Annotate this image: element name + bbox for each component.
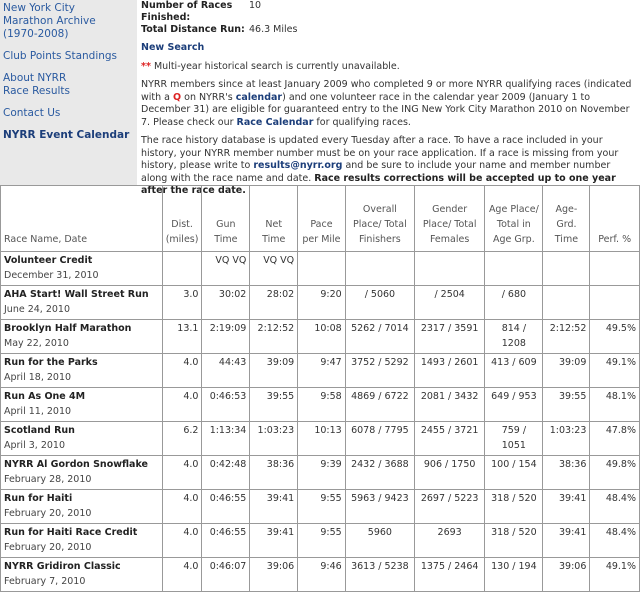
race-name[interactable]: NYRR Gridiron Classic	[4, 561, 121, 572]
gender-cell: 2455 / 3721	[415, 422, 485, 456]
sidebar-item-contact[interactable]: Contact Us	[3, 107, 61, 119]
age-cell: 413 / 609	[485, 354, 543, 388]
overall-cell: 5262 / 7014	[345, 320, 414, 354]
race-calendar-link[interactable]: Race Calendar	[236, 116, 314, 128]
p1-text: for qualifying races.	[313, 116, 411, 128]
perf-cell: 49.8%	[590, 456, 640, 490]
net-cell: 28:02	[250, 286, 298, 320]
gun-cell: 0:46:53	[202, 388, 250, 422]
race-cell	[1, 524, 163, 558]
col-pace: Pace per Mile	[298, 186, 346, 252]
net-cell: 39:41	[250, 524, 298, 558]
race-cell	[1, 388, 163, 422]
gun-cell: 0:42:48	[202, 456, 250, 490]
age-cell: 130 / 194	[485, 558, 543, 592]
dist-cell: 13.1	[162, 320, 202, 354]
overall-cell	[345, 252, 414, 286]
gun-cell: 2:19:09	[202, 320, 250, 354]
races-finished	[141, 0, 637, 24]
dist-cell: 4.0	[162, 456, 202, 490]
race-date: April 18, 2010	[4, 372, 72, 383]
net-cell: 39:55	[250, 388, 298, 422]
dist-cell: 4.0	[162, 354, 202, 388]
gender-cell	[415, 252, 485, 286]
races-value: 10	[249, 0, 262, 11]
race-date: December 31, 2010	[4, 270, 99, 281]
gun-cell: 0:46:07	[202, 558, 250, 592]
agegrd-cell: 39:41	[543, 490, 590, 524]
net-cell: 39:41	[250, 490, 298, 524]
pace-cell: 9:55	[298, 524, 346, 558]
race-name[interactable]: AHA Start! Wall Street Run	[4, 289, 149, 300]
race-date: February 7, 2010	[4, 576, 86, 587]
sidebar-item-club-points[interactable]: Club Points Standings	[3, 50, 118, 62]
race-cell	[1, 456, 163, 490]
overall-cell: 4869 / 6722	[345, 388, 414, 422]
race-date: May 22, 2010	[4, 338, 69, 349]
race-date: April 11, 2010	[4, 406, 72, 417]
overall-cell: 5960	[345, 524, 414, 558]
table-row	[1, 524, 640, 558]
table-row	[1, 558, 640, 592]
gender-cell: / 2504	[415, 286, 485, 320]
race-cell	[1, 422, 163, 456]
pace-cell: 9:20	[298, 286, 346, 320]
agegrd-cell: 38:36	[543, 456, 590, 490]
race-date: June 24, 2010	[4, 304, 71, 315]
pace-cell	[298, 252, 346, 286]
col-gender: Gender Place/ Total Females	[415, 186, 485, 252]
gender-cell: 2317 / 3591	[415, 320, 485, 354]
race-name[interactable]: Volunteer Credit	[4, 255, 93, 266]
overall-cell: 5963 / 9423	[345, 490, 414, 524]
col-overall: Overall Place/ Total Finishers	[345, 186, 414, 252]
races-label: Number of Races Finished:	[141, 0, 233, 23]
distance-run	[141, 24, 637, 36]
race-date: April 3, 2010	[4, 440, 65, 451]
race-name[interactable]: Run for the Parks	[4, 357, 98, 368]
overall-cell: / 5060	[345, 286, 414, 320]
pace-cell: 10:08	[298, 320, 346, 354]
age-cell: 318 / 520	[485, 490, 543, 524]
dist-cell: 6.2	[162, 422, 202, 456]
overall-cell: 2432 / 3688	[345, 456, 414, 490]
table-row	[1, 388, 640, 422]
gender-cell: 2697 / 5223	[415, 490, 485, 524]
race-name[interactable]: Scotland Run	[4, 425, 75, 436]
race-results-table	[0, 185, 640, 592]
gun-cell: 0:46:55	[202, 524, 250, 558]
q-marker: Q	[173, 91, 182, 103]
race-cell	[1, 320, 163, 354]
age-cell: 318 / 520	[485, 524, 543, 558]
main-content	[141, 0, 637, 198]
calendar-link[interactable]: calendar	[235, 91, 283, 103]
perf-cell: 47.8%	[590, 422, 640, 456]
distance-label: Total Distance Run:	[141, 24, 245, 35]
race-cell	[1, 558, 163, 592]
race-name[interactable]: Run for Haiti	[4, 493, 73, 504]
col-race: Race Name, Date	[1, 186, 163, 252]
table-row	[1, 456, 640, 490]
distance-value: 46.3 Miles	[249, 24, 298, 35]
race-name[interactable]: Brooklyn Half Marathon	[4, 323, 132, 334]
dist-cell: 4.0	[162, 490, 202, 524]
corrections-note: Race results corrections will be accepted up to one year after the race date.	[141, 172, 616, 196]
race-cell	[1, 286, 163, 320]
race-cell	[1, 252, 163, 286]
pace-cell: 9:55	[298, 490, 346, 524]
age-cell: 649 / 953	[485, 388, 543, 422]
gun-cell: 1:13:34	[202, 422, 250, 456]
agegrd-cell	[543, 252, 590, 286]
net-cell: VQ VQ	[250, 252, 298, 286]
table-row	[1, 490, 640, 524]
overall-cell: 6078 / 7795	[345, 422, 414, 456]
race-date: February 20, 2010	[4, 508, 92, 519]
net-cell: 38:36	[250, 456, 298, 490]
dist-cell: 3.0	[162, 286, 202, 320]
perf-cell: 48.4%	[590, 490, 640, 524]
race-date: February 20, 2010	[4, 542, 92, 553]
perf-cell: 49.5%	[590, 320, 640, 354]
col-dist: Dist. (miles)	[162, 186, 202, 252]
dist-cell: 4.0	[162, 558, 202, 592]
pace-cell: 9:47	[298, 354, 346, 388]
pace-cell: 9:58	[298, 388, 346, 422]
sidebar-item-event-calendar[interactable]: NYRR Event Calendar	[3, 129, 130, 141]
sidebar	[0, 0, 137, 186]
pace-cell: 9:46	[298, 558, 346, 592]
agegrd-cell: 1:03:23	[543, 422, 590, 456]
age-cell: 759 / 1051	[485, 422, 543, 456]
gender-cell: 1375 / 2464	[415, 558, 485, 592]
perf-cell: 48.1%	[590, 388, 640, 422]
agegrd-cell: 39:55	[543, 388, 590, 422]
agegrd-cell	[543, 286, 590, 320]
dist-cell: 4.0	[162, 388, 202, 422]
race-cell	[1, 490, 163, 524]
new-search-link[interactable]: New Search	[141, 42, 205, 53]
net-cell: 1:03:23	[250, 422, 298, 456]
perf-cell: 48.4%	[590, 524, 640, 558]
perf-cell	[590, 252, 640, 286]
net-cell: 39:09	[250, 354, 298, 388]
pace-cell: 9:39	[298, 456, 346, 490]
col-perf: Perf. %	[590, 186, 640, 252]
p1-text: ) and one volunteer race in the calendar year 2009 (January 1 to December 31) are eligible for guaranteed entry to the ING New York City Marathon 2010 on November 7. Please check our	[141, 91, 630, 128]
agegrd-cell: 39:41	[543, 524, 590, 558]
notice-stars: **	[141, 60, 151, 72]
gun-cell: 30:02	[202, 286, 250, 320]
age-cell: / 680	[485, 286, 543, 320]
overall-cell: 3613 / 5238	[345, 558, 414, 592]
age-cell: 100 / 154	[485, 456, 543, 490]
perf-cell: 49.1%	[590, 558, 640, 592]
agegrd-cell: 39:06	[543, 558, 590, 592]
notice	[141, 61, 637, 74]
age-cell: 814 / 1208	[485, 320, 543, 354]
agegrd-cell: 39:09	[543, 354, 590, 388]
age-cell	[485, 252, 543, 286]
net-cell: 2:12:52	[250, 320, 298, 354]
race-date: February 28, 2010	[4, 474, 92, 485]
overall-cell: 3752 / 5292	[345, 354, 414, 388]
table-row	[1, 422, 640, 456]
gender-cell: 2081 / 3432	[415, 388, 485, 422]
gun-cell: 0:46:55	[202, 490, 250, 524]
gender-cell: 1493 / 2601	[415, 354, 485, 388]
dist-cell: 4.0	[162, 524, 202, 558]
notice-text: Multi-year historical search is currently unavailable.	[153, 60, 400, 72]
col-gun: Gun Time	[202, 186, 250, 252]
race-cell	[1, 354, 163, 388]
guaranteed-entry-paragraph	[141, 79, 637, 129]
email-link[interactable]: results@nyrr.org	[253, 160, 343, 171]
sidebar-item-marathon-archive[interactable]: New York City Marathon Archive (1970-2008)	[3, 2, 96, 40]
p2-text: and be sure to include your name and member number along with the race name and date.	[141, 160, 611, 184]
table-row	[1, 354, 640, 388]
table-row	[1, 320, 640, 354]
net-cell: 39:06	[250, 558, 298, 592]
table-header	[1, 186, 640, 252]
race-name[interactable]: Run As One 4M	[4, 391, 86, 402]
table-row	[1, 286, 640, 320]
p2-text: The race history database is updated every Tuesday after a race. To have a race included in your history, your NYRR member number must be on your race application. If a race is missing from your history, please write to	[141, 135, 619, 171]
col-age: Age Place/ Total in Age Grp.	[485, 186, 543, 252]
pace-cell: 10:13	[298, 422, 346, 456]
gender-cell: 906 / 1750	[415, 456, 485, 490]
sidebar-item-about-results[interactable]: About NYRR Race Results	[3, 72, 70, 97]
p1-text: NYRR members since at least January 2009 who completed 9 or more NYRR qualifying races (indicated with a	[141, 79, 632, 103]
gender-cell: 2693	[415, 524, 485, 558]
gun-cell: 44:43	[202, 354, 250, 388]
race-name[interactable]: NYRR Al Gordon Snowflake	[4, 459, 148, 470]
gun-cell: VQ VQ	[202, 252, 250, 286]
p1-text: on NYRR's	[181, 91, 236, 103]
col-net: Net Time	[250, 186, 298, 252]
col-agegrd: Age-Grd. Time	[543, 186, 590, 252]
perf-cell: 49.1%	[590, 354, 640, 388]
agegrd-cell: 2:12:52	[543, 320, 590, 354]
dist-cell	[162, 252, 202, 286]
perf-cell	[590, 286, 640, 320]
table-row	[1, 252, 640, 286]
race-name[interactable]: Run for Haiti Race Credit	[4, 527, 138, 538]
